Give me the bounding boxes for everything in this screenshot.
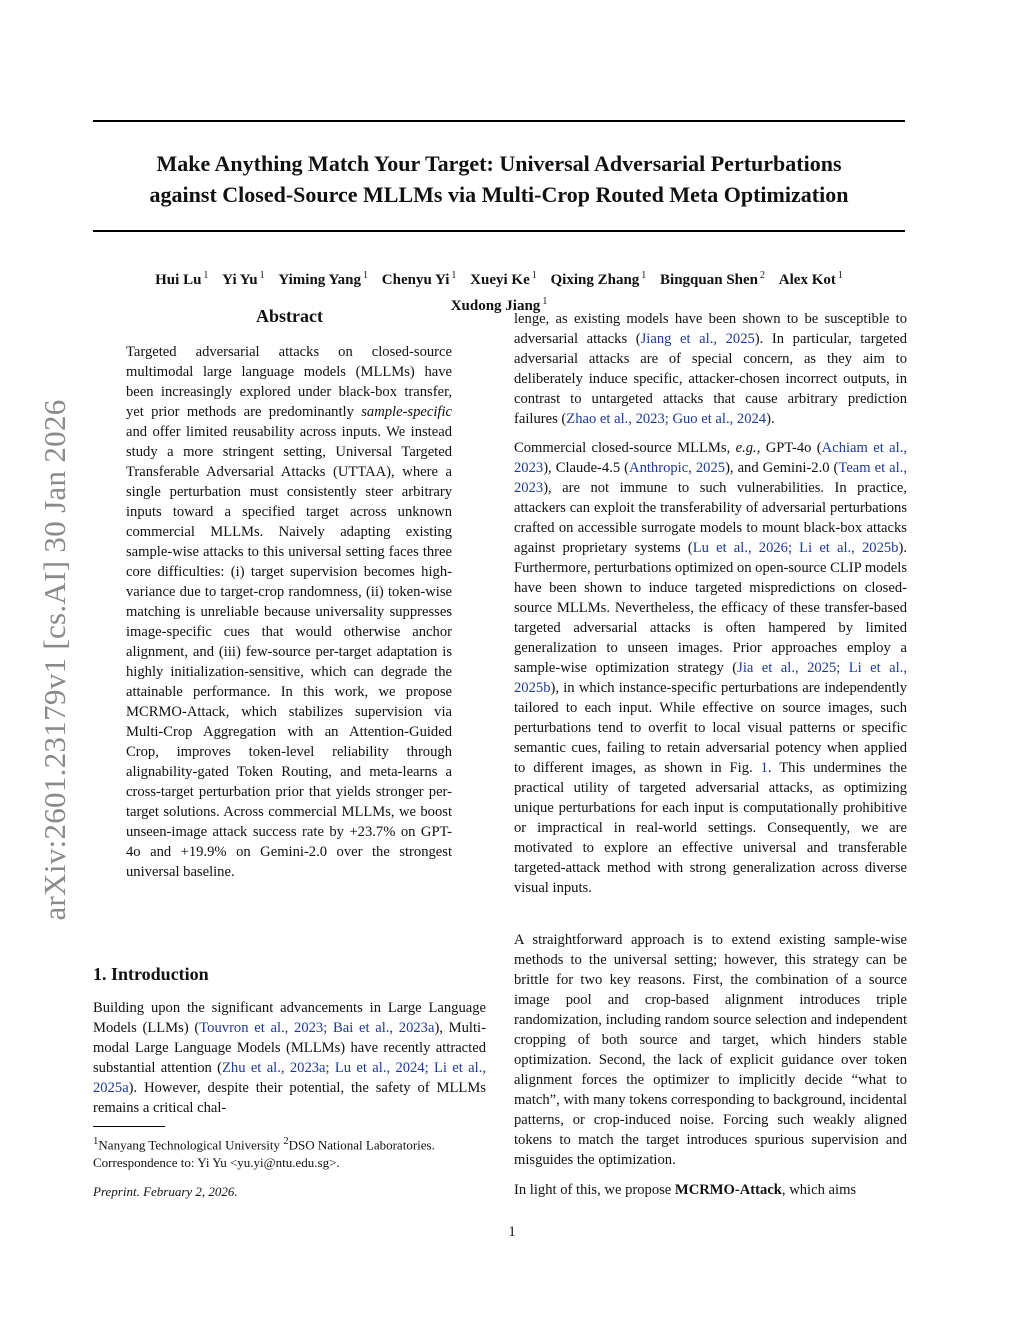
affiliation-footnote: $^1$Nanyang Technological University $^2$DSO National Laboratories. Correspondence to: Yi Yu <yu.yi@ntu.edu.sg>. (93, 1135, 435, 1171)
author: Alex Kot $^1$ (778, 270, 843, 288)
citation-link[interactable]: Team et al., 2023 (514, 460, 908, 496)
title-rule-bottom (93, 230, 905, 232)
author: Yi Yu $^1$ (222, 270, 265, 288)
right-paragraph-2: Commercial closed-source MLLMs, e.g., GPT-4o (Achiam et al., 2023), Claude-4.5 (Anthropic, 2025), and Gemini-2.0 (Team et al., 2023), are not immune to such vulnerabilities. In practice, attackers can exploit the transferability of adversarial perturbations crafted on accessible surrogate models to mount black-box attacks against proprietary systems (Lu et al., 2026; Li et al., 2025b). Furthermore, perturbations optimized on open-source CLIP models have been shown to induce targeted mispredictions on closed-source MLLMs. Nevertheless, the efficacy of these transfer-based targeted adversarial attacks is often hampered by limited generalization to unseen images. Prior approaches employ a sample-wise optimization strategy (Jia et al., 2025; Li et al., 2025b), in which instance-specific perturbations are independently tailored to each input. While effective on source images, such perturbations tend to overfit to local visual patterns or specific semantic cues, failing to retain adversarial potency when applied to different images, as shown in Fig. 1. This undermines the practical utility of targeted adversarial attacks, as optimizing unique perturbations for each input is computationally prohibitive or impractical in real-world settings. Consequently, we are motivated to explore an effective universal and transferable targeted-attack method with strong generalization across diverse visual inputs. (514, 440, 908, 896)
author: Yiming Yang $^1$ (278, 270, 369, 288)
abstract-body: Targeted adversarial attacks on closed-source multimodal large language models (MLLMs) have been increasingly explored under black-box transfer, yet prior methods are predominantly sample-specific and offer limited reusability across inputs. We instead study a more stringent setting, Universal Targeted Transferable Adversarial Attacks (UTTAA), where a single perturbation must consistently steer arbitrary inputs toward a specified target across unknown commercial MLLMs. Naively adapting existing sample-wise attacks to this universal setting faces three core difficulties: (i) target supervision becomes high-variance due to target-crop randomness, (ii) token-wise matching is unreliable because universality suppresses image-specific cues that would otherwise anchor alignment, and (iii) few-source per-target adaptation is highly initialization-sensitive, which can degrade the attainable performance. In this work, we propose MCRMO-Attack, which stabilizes supervision via Multi-Crop Aggregation with an Attention-Guided Crop, improves token-level reliability through alignability-gated Token Routing, and meta-learns a cross-target perturbation prior that yields stronger per-target solutions. Across commercial MLLMs, we boost unseen-image attack success rate by +23.7% on GPT-4o and +19.9% on Gemini-2.0 over the strongest universal baseline. (126, 344, 452, 880)
footnote-rule (93, 1126, 165, 1127)
citation-link[interactable]: Zhao et al., 2023; Guo et al., 2024 (566, 411, 767, 427)
page-number: 1 (508, 1224, 516, 1240)
author: Hui Lu $^1$ (155, 270, 209, 288)
right-paragraph-4: In light of this, we propose MCRMO-Attack, which aims (514, 1182, 857, 1198)
citation-link[interactable]: Lu et al., 2026; Li et al., 2025b (692, 540, 899, 556)
citation-link[interactable]: Achiam et al., 2023 (514, 440, 907, 476)
title-line-1: Make Anything Match Your Target: Universal Adversarial Perturbations (156, 151, 842, 176)
citation-link[interactable]: Jiang et al., 2025 (640, 331, 755, 347)
abstract-heading: Abstract (256, 306, 323, 326)
preprint-date: Preprint. February 2, 2026. (93, 1184, 238, 1199)
citation-link[interactable]: Jia et al., 2025; Li et al., 2025b (514, 660, 907, 696)
author: Xudong Jiang $^1$ (450, 296, 548, 314)
introduction-paragraph: Building upon the significant advancements in Large Language Models (LLMs) (Touvron et al., 2023; Bai et al., 2023a), Multi-modal Large Language Models (MLLMs) have recently attracted substantial attention (Zhu et al., 2023a; Lu et al., 2024; Li et al., 2025a). However, despite their potential, the safety of MLLMs remains a critical chal- (93, 1000, 486, 1116)
arxiv-identifier: arXiv:2601.23179v1 [cs.AI] 30 Jan 2026 (37, 399, 72, 921)
figure-reference-link[interactable]: 1 (760, 760, 768, 776)
paper-title (93, 148, 905, 210)
citation-link[interactable]: Anthropic, 2025 (629, 460, 726, 476)
author: Xueyi Ke $^1$ (470, 270, 537, 288)
citation-link[interactable]: Touvron et al., 2023; Bai et al., 2023a (199, 1020, 435, 1036)
right-paragraph-1: lenge, as existing models have been shown to be susceptible to adversarial attacks (Jiang et al., 2025). In particular, targeted adversarial attacks are of special concern, as they aim to deliberately induce specific, attacker-chosen incorrect outputs, in contrast to untargeted attacks that cause arbitrary prediction failures (Zhao et al., 2023; Guo et al., 2024). (514, 311, 907, 427)
right-paragraph-3: A straightforward approach is to extend existing sample-wise methods to the universal setting; however, this strategy can be brittle for two key reasons. First, the combination of a source image pool and crop-based alignment introduces triple randomization, including random source selection and independent cropping of both source and target, which hinders stable optimization. Second, the lack of explicit guidance over token alignment forces the optimizer to implicitly decide “what to match”, with many tokens corresponding to background, incidental patterns, or crop-induced noise. Forcing such weakly aligned tokens to match the target introduces spurious supervision and misguides the optimization. (514, 932, 907, 1168)
author: Chenyu Yi $^1$ (381, 270, 457, 288)
title-rule-top (93, 120, 905, 122)
title-line-2: against Closed-Source MLLMs via Multi-Crop Routed Meta Optimization (149, 182, 849, 207)
section-heading-introduction: 1. Introduction (93, 964, 209, 984)
citation-link[interactable]: Zhu et al., 2023a; Lu et al., 2024; Li et al., 2025a (93, 1060, 486, 1096)
author: Bingquan Shen $^2$ (660, 270, 766, 288)
author: Qixing Zhang $^1$ (550, 270, 647, 288)
